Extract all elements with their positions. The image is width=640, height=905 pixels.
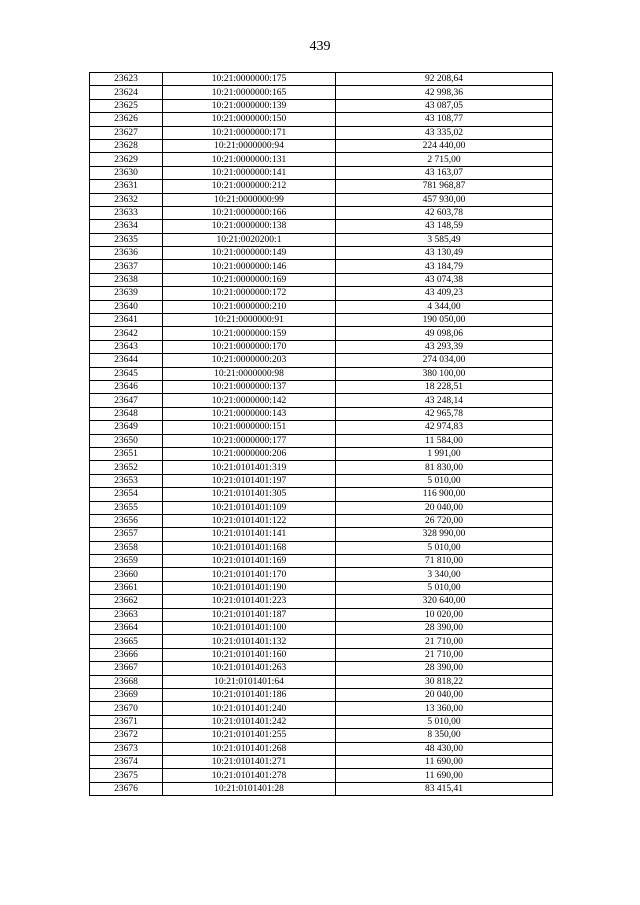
table-row [90,702,553,715]
cadastral-number-cell: 10:21:0000000:210 [163,300,336,313]
row-number-cell: 23623 [90,73,163,86]
cadastral-number-cell: 10:21:0000000:91 [163,314,336,327]
value-cell: 380 100,00 [336,367,553,380]
cadastral-number-cell: 10:21:0101401:132 [163,635,336,648]
cadastral-number-cell: 10:21:0101401:223 [163,595,336,608]
row-number-cell: 23628 [90,139,163,152]
value-cell: 8 350,00 [336,729,553,742]
table-row [90,742,553,755]
table-row [90,595,553,608]
table-row [90,514,553,527]
value-cell: 5 010,00 [336,474,553,487]
registry-table-body [90,73,553,796]
row-number-cell: 23662 [90,595,163,608]
cadastral-number-cell: 10:21:0000000:141 [163,166,336,179]
value-cell: 10 020,00 [336,608,553,621]
table-row [90,153,553,166]
cadastral-number-cell: 10:21:0101401:122 [163,514,336,527]
row-number-cell: 23664 [90,622,163,635]
table-row [90,73,553,86]
table-row [90,447,553,460]
row-number-cell: 23653 [90,474,163,487]
table-row [90,755,553,768]
row-number-cell: 23626 [90,113,163,126]
value-cell: 43 074,38 [336,273,553,286]
value-cell: 43 335,02 [336,126,553,139]
table-row [90,688,553,701]
cadastral-number-cell: 10:21:0000000:166 [163,206,336,219]
cadastral-number-cell: 10:21:0000000:172 [163,287,336,300]
table-row [90,729,553,742]
row-number-cell: 23675 [90,769,163,782]
table-row [90,394,553,407]
value-cell: 3 585,49 [336,233,553,246]
cadastral-number-cell: 10:21:0000000:165 [163,86,336,99]
cadastral-number-cell: 10:21:0101401:169 [163,555,336,568]
value-cell: 43 163,07 [336,166,553,179]
table-row [90,675,553,688]
row-number-cell: 23670 [90,702,163,715]
value-cell: 26 720,00 [336,514,553,527]
row-number-cell: 23645 [90,367,163,380]
row-number-cell: 23629 [90,153,163,166]
value-cell: 43 148,59 [336,220,553,233]
table-row [90,193,553,206]
table-row [90,233,553,246]
cadastral-number-cell: 10:21:0000000:203 [163,354,336,367]
table-row [90,407,553,420]
value-cell: 190 050,00 [336,314,553,327]
cadastral-number-cell: 10:21:0101401:160 [163,648,336,661]
cadastral-number-cell: 10:21:0101401:190 [163,581,336,594]
cadastral-number-cell: 10:21:0000000:169 [163,273,336,286]
cadastral-number-cell: 10:21:0101401:100 [163,622,336,635]
row-number-cell: 23661 [90,581,163,594]
value-cell: 43 293,39 [336,340,553,353]
value-cell: 42 974,83 [336,421,553,434]
value-cell: 48 430,00 [336,742,553,755]
row-number-cell: 23666 [90,648,163,661]
table-row [90,635,553,648]
table-row [90,287,553,300]
cadastral-number-cell: 10:21:0000000:131 [163,153,336,166]
row-number-cell: 23630 [90,166,163,179]
value-cell: 2 715,00 [336,153,553,166]
table-row [90,769,553,782]
row-number-cell: 23665 [90,635,163,648]
cadastral-number-cell: 10:21:0000000:159 [163,327,336,340]
cadastral-number-cell: 10:21:0000000:206 [163,447,336,460]
cadastral-number-cell: 10:21:0101401:305 [163,488,336,501]
row-number-cell: 23637 [90,260,163,273]
row-number-cell: 23633 [90,206,163,219]
table-row [90,568,553,581]
cadastral-number-cell: 10:21:0000000:151 [163,421,336,434]
value-cell: 328 990,00 [336,528,553,541]
cadastral-number-cell: 10:21:0000000:170 [163,340,336,353]
row-number-cell: 23646 [90,380,163,393]
table-row [90,166,553,179]
row-number-cell: 23636 [90,247,163,260]
cadastral-number-cell: 10:21:0000000:99 [163,193,336,206]
row-number-cell: 23627 [90,126,163,139]
table-row [90,180,553,193]
cadastral-number-cell: 10:21:0101401:186 [163,688,336,701]
cadastral-number-cell: 10:21:0101401:240 [163,702,336,715]
table-row [90,340,553,353]
row-number-cell: 23635 [90,233,163,246]
row-number-cell: 23652 [90,461,163,474]
cadastral-number-cell: 10:21:0101401:271 [163,755,336,768]
cadastral-number-cell: 10:21:0101401:170 [163,568,336,581]
row-number-cell: 23669 [90,688,163,701]
table-row [90,139,553,152]
row-number-cell: 23649 [90,421,163,434]
row-number-cell: 23650 [90,434,163,447]
value-cell: 4 344,00 [336,300,553,313]
value-cell: 49 098,06 [336,327,553,340]
table-row [90,662,553,675]
value-cell: 83 415,41 [336,782,553,795]
value-cell: 71 810,00 [336,555,553,568]
cadastral-number-cell: 10:21:0000000:142 [163,394,336,407]
cadastral-number-cell: 10:21:0101401:187 [163,608,336,621]
value-cell: 30 818,22 [336,675,553,688]
cadastral-number-cell: 10:21:0101401:109 [163,501,336,514]
value-cell: 224 440,00 [336,139,553,152]
table-row [90,86,553,99]
value-cell: 20 040,00 [336,688,553,701]
cadastral-number-cell: 10:21:0000000:175 [163,73,336,86]
table-row [90,648,553,661]
table-row [90,474,553,487]
table-row [90,99,553,112]
value-cell: 13 360,00 [336,702,553,715]
page-number: 439 [309,39,331,54]
value-cell: 457 930,00 [336,193,553,206]
table-row [90,220,553,233]
value-cell: 11 690,00 [336,769,553,782]
row-number-cell: 23660 [90,568,163,581]
table-row [90,461,553,474]
cadastral-number-cell: 10:21:0000000:143 [163,407,336,420]
table-row [90,581,553,594]
table-row [90,541,553,554]
row-number-cell: 23656 [90,514,163,527]
table-row [90,488,553,501]
table-row [90,608,553,621]
table-row [90,555,553,568]
table-row [90,206,553,219]
table-row [90,273,553,286]
cadastral-number-cell: 10:21:0101401:64 [163,675,336,688]
cadastral-number-cell: 10:21:0000000:98 [163,367,336,380]
row-number-cell: 23671 [90,715,163,728]
value-cell: 5 010,00 [336,715,553,728]
row-number-cell: 23659 [90,555,163,568]
table-row [90,354,553,367]
cadastral-number-cell: 10:21:0000000:212 [163,180,336,193]
table-row [90,247,553,260]
row-number-cell: 23640 [90,300,163,313]
cadastral-number-cell: 10:21:0000000:177 [163,434,336,447]
table-row [90,314,553,327]
table-row [90,622,553,635]
table-row [90,501,553,514]
value-cell: 5 010,00 [336,581,553,594]
table-row [90,367,553,380]
cadastral-number-cell: 10:21:0101401:242 [163,715,336,728]
row-number-cell: 23639 [90,287,163,300]
row-number-cell: 23676 [90,782,163,795]
value-cell: 81 830,00 [336,461,553,474]
row-number-cell: 23644 [90,354,163,367]
row-number-cell: 23657 [90,528,163,541]
row-number-cell: 23658 [90,541,163,554]
cadastral-number-cell: 10:21:0101401:141 [163,528,336,541]
row-number-cell: 23643 [90,340,163,353]
table-row [90,528,553,541]
row-number-cell: 23641 [90,314,163,327]
cadastral-number-cell: 10:21:0020200:1 [163,233,336,246]
value-cell: 42 998,36 [336,86,553,99]
value-cell: 18 228,51 [336,380,553,393]
table-row [90,126,553,139]
row-number-cell: 23631 [90,180,163,193]
value-cell: 1 991,00 [336,447,553,460]
row-number-cell: 23634 [90,220,163,233]
value-cell: 28 390,00 [336,622,553,635]
value-cell: 43 409,23 [336,287,553,300]
table-row [90,113,553,126]
value-cell: 21 710,00 [336,635,553,648]
cadastral-number-cell: 10:21:0000000:171 [163,126,336,139]
cadastral-number-cell: 10:21:0101401:319 [163,461,336,474]
value-cell: 3 340,00 [336,568,553,581]
value-cell: 43 087,05 [336,99,553,112]
row-number-cell: 23647 [90,394,163,407]
row-number-cell: 23624 [90,86,163,99]
cadastral-number-cell: 10:21:0101401:197 [163,474,336,487]
value-cell: 5 010,00 [336,541,553,554]
cadastral-number-cell: 10:21:0101401:255 [163,729,336,742]
table-row [90,434,553,447]
row-number-cell: 23642 [90,327,163,340]
value-cell: 320 640,00 [336,595,553,608]
cadastral-number-cell: 10:21:0000000:146 [163,260,336,273]
cadastral-number-cell: 10:21:0000000:139 [163,99,336,112]
value-cell: 42 965,78 [336,407,553,420]
value-cell: 28 390,00 [336,662,553,675]
row-number-cell: 23663 [90,608,163,621]
table-row [90,380,553,393]
row-number-cell: 23672 [90,729,163,742]
value-cell: 43 248,14 [336,394,553,407]
row-number-cell: 23667 [90,662,163,675]
row-number-cell: 23674 [90,755,163,768]
value-cell: 781 968,87 [336,180,553,193]
registry-table [89,72,553,796]
table-row [90,300,553,313]
value-cell: 11 690,00 [336,755,553,768]
value-cell: 21 710,00 [336,648,553,661]
row-number-cell: 23673 [90,742,163,755]
cadastral-number-cell: 10:21:0000000:137 [163,380,336,393]
table-row [90,782,553,795]
value-cell: 43 184,79 [336,260,553,273]
value-cell: 116 900,00 [336,488,553,501]
table-row [90,327,553,340]
value-cell: 92 208,64 [336,73,553,86]
table-row [90,260,553,273]
cadastral-number-cell: 10:21:0101401:28 [163,782,336,795]
row-number-cell: 23625 [90,99,163,112]
cadastral-number-cell: 10:21:0101401:278 [163,769,336,782]
cadastral-number-cell: 10:21:0101401:168 [163,541,336,554]
cadastral-number-cell: 10:21:0000000:138 [163,220,336,233]
row-number-cell: 23668 [90,675,163,688]
value-cell: 43 108,77 [336,113,553,126]
row-number-cell: 23654 [90,488,163,501]
row-number-cell: 23648 [90,407,163,420]
value-cell: 42 603,78 [336,206,553,219]
value-cell: 274 034,00 [336,354,553,367]
table-row [90,421,553,434]
cadastral-number-cell: 10:21:0101401:268 [163,742,336,755]
row-number-cell: 23655 [90,501,163,514]
value-cell: 11 584,00 [336,434,553,447]
row-number-cell: 23632 [90,193,163,206]
cadastral-number-cell: 10:21:0101401:263 [163,662,336,675]
cadastral-number-cell: 10:21:0000000:94 [163,139,336,152]
row-number-cell: 23651 [90,447,163,460]
table-row [90,715,553,728]
value-cell: 43 130,49 [336,247,553,260]
cadastral-number-cell: 10:21:0000000:149 [163,247,336,260]
cadastral-number-cell: 10:21:0000000:150 [163,113,336,126]
value-cell: 20 040,00 [336,501,553,514]
row-number-cell: 23638 [90,273,163,286]
